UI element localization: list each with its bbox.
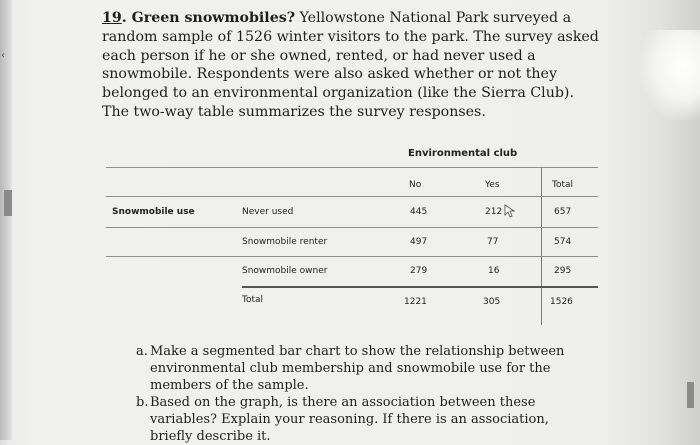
table-rule	[106, 256, 598, 257]
row-label-owner: Snowmobile owner	[242, 266, 328, 276]
problem-number: 19	[102, 10, 122, 26]
question-text: Based on the graph, is there an association between these variables? Explain your reasoning. If there is an association, briefly describe it.	[150, 395, 549, 444]
table-cell: 657	[554, 207, 572, 217]
row-group-header: Snowmobile use	[112, 207, 195, 217]
column-header-yes: Yes	[485, 180, 500, 190]
edge-marker-right	[687, 382, 694, 408]
table-cell: 279	[410, 266, 428, 276]
question-label: a.	[136, 344, 148, 359]
question-text: Make a segmented bar chart to show the relationship between environmental club membership and snowmobile use for the members of the sample.	[150, 344, 565, 393]
table-rule	[106, 167, 598, 168]
chevron-left-icon: ‹	[1, 50, 5, 61]
question-b	[136, 394, 586, 445]
table-cell: 497	[410, 237, 428, 247]
table-cell: 212	[485, 207, 503, 217]
table-cell: 295	[554, 266, 572, 276]
question-list	[136, 343, 586, 445]
row-label-never-used: Never used	[242, 207, 294, 217]
table-divider	[541, 167, 542, 325]
table-cell: 1526	[550, 297, 573, 307]
column-header-total: Total	[552, 180, 574, 190]
row-label-total: Total	[242, 295, 264, 305]
problem-title: Green snowmobiles?	[131, 10, 296, 26]
problem-statement: 19. Green snowmobiles? Yellowstone National Park surveyed a random sample of 1526 winter visitors to the park. The survey asked each person if he or she owned, rented, or had never used a snowmobile. Respondents were also asked whether or not they belonged to an environmental organization (like the Sierra Club). The two-way table summarizes the survey responses.	[102, 10, 599, 120]
question-a	[136, 343, 586, 394]
table-cell: 445	[410, 207, 428, 217]
cursor-icon	[504, 204, 516, 218]
column-header-no: No	[409, 180, 422, 190]
table-rule-total	[242, 286, 598, 288]
table-cell: 1221	[404, 297, 427, 307]
table-rule	[106, 196, 598, 197]
row-label-renter: Snowmobile renter	[242, 237, 328, 247]
page-left-edge	[0, 0, 12, 440]
two-way-table	[106, 140, 598, 320]
column-group-header: Environmental club	[408, 148, 518, 159]
table-cell: 77	[487, 237, 499, 247]
edge-marker	[4, 190, 12, 216]
table-rule	[106, 227, 598, 228]
problem-text: Yellowstone National Park surveyed a random sample of 1526 winter visitors to the park. The survey asked each person if he or she owned, rented, or had never used a snowmobile. Respondents were also asked whether or not they belonged to an environmental organization (like the Sierra Club). The two-way table summarizes the survey responses.	[102, 10, 599, 120]
table-cell: 574	[554, 237, 572, 247]
table-cell: 16	[488, 266, 500, 276]
table-cell: 305	[483, 297, 501, 307]
question-label: b.	[136, 395, 149, 410]
light-glare	[640, 30, 700, 120]
